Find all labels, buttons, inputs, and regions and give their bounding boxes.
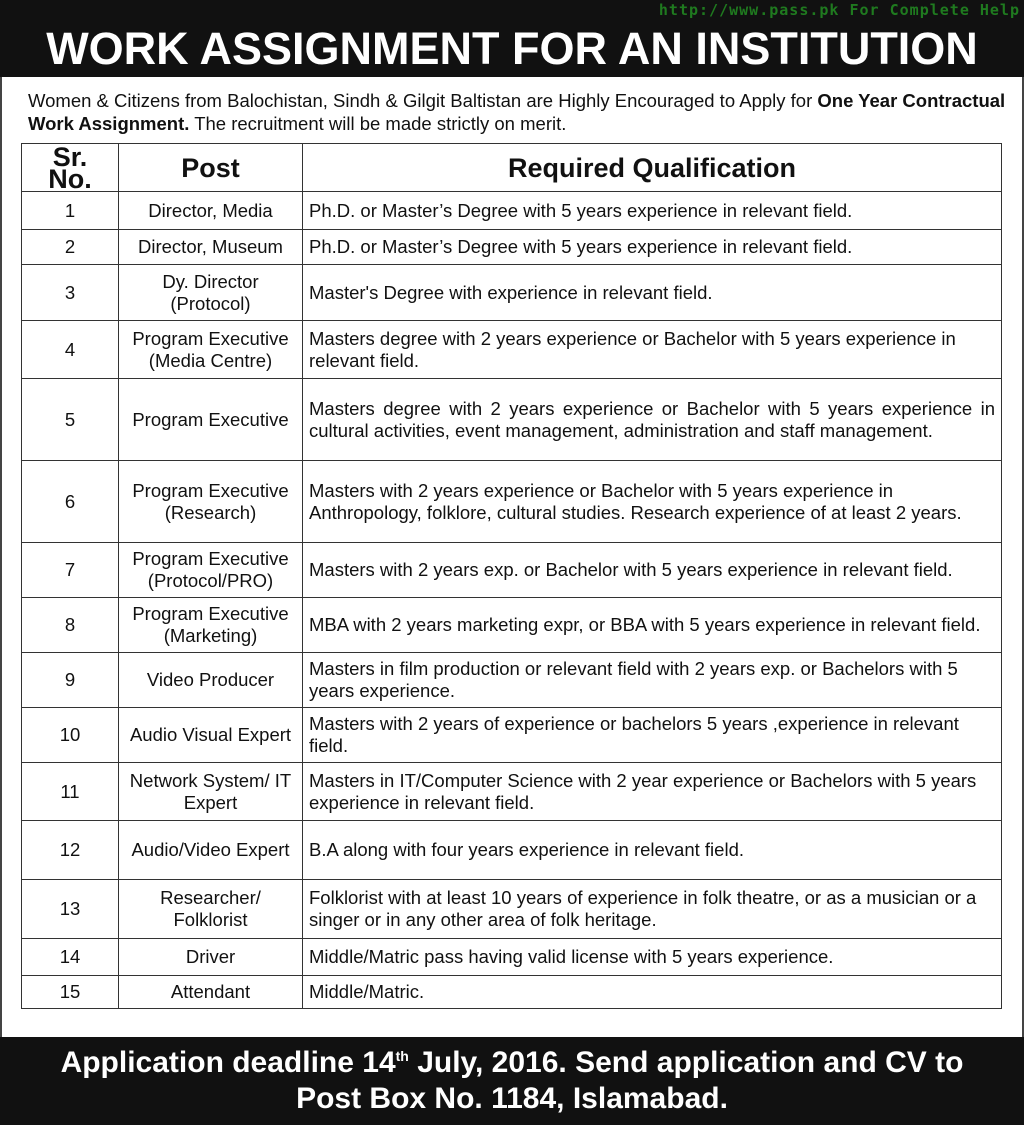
qualification-cell: Masters in film production or relevant field with 2 years exp. or Bachelors with 5 years experience.: [303, 653, 1002, 708]
qualification-cell: Masters with 2 years experience or Bachelor with 5 years experience in Anthropology, folklore, cultural studies. Research experience of at least 2 years.: [303, 461, 1002, 543]
footer-line2: Post Box No. 1184, Islamabad.: [296, 1082, 728, 1115]
sr-cell: 11: [22, 763, 119, 821]
deadline-text-2: July, 2016. Send application and CV to: [408, 1046, 964, 1079]
post-cell: Program Executive: [119, 379, 303, 461]
table-row: [22, 379, 1002, 461]
header-qualification: Required Qualification: [303, 144, 1002, 192]
intro-part2: The recruitment will be made strictly on merit.: [189, 113, 567, 134]
post-cell: Program Executive (Marketing): [119, 598, 303, 653]
qualification-cell: Middle/Matric.: [303, 976, 1002, 1009]
qualification-cell: Master's Degree with experience in relevant field.: [303, 265, 1002, 321]
sr-cell: 15: [22, 976, 119, 1009]
sr-cell: 9: [22, 653, 119, 708]
post-cell: Director, Media: [119, 192, 303, 230]
sr-cell: 10: [22, 708, 119, 763]
sr-cell: 3: [22, 265, 119, 321]
post-cell: Video Producer: [119, 653, 303, 708]
table-row: [22, 192, 1002, 230]
intro-part1: Women & Citizens from Balochistan, Sindh & Gilgit Baltistan are Highly Encouraged to Apply for: [28, 90, 818, 111]
post-cell: Dy. Director (Protocol): [119, 265, 303, 321]
table-row: [22, 653, 1002, 708]
table-row: [22, 939, 1002, 976]
table-row: [22, 598, 1002, 653]
qualification-cell: B.A along with four years experience in relevant field.: [303, 821, 1002, 880]
table-row: [22, 543, 1002, 598]
sr-cell: 4: [22, 321, 119, 379]
qualification-cell: Masters with 2 years exp. or Bachelor with 5 years experience in relevant field.: [303, 543, 1002, 598]
watermark-link: http://www.pass.pk For Complete Help: [658, 1, 1020, 19]
intro-text: [28, 89, 1008, 135]
table-row: [22, 321, 1002, 379]
table-row: [22, 763, 1002, 821]
post-cell: Audio/Video Expert: [119, 821, 303, 880]
deadline-sup: th: [395, 1048, 409, 1064]
post-cell: Director, Museum: [119, 230, 303, 265]
qualification-cell: Middle/Matric pass having valid license with 5 years experience.: [303, 939, 1002, 976]
sr-cell: 2: [22, 230, 119, 265]
table-row: [22, 461, 1002, 543]
footer-banner: [0, 1037, 1024, 1125]
intro-bold: One Year Contractual Work Assignment.: [28, 90, 1006, 134]
qualification-cell: Masters degree with 2 years experience or Bachelor with 5 years experience in relevant field.: [303, 321, 1002, 379]
post-cell: Attendant: [119, 976, 303, 1009]
title-banner: [0, 0, 1024, 77]
post-cell: Program Executive (Research): [119, 461, 303, 543]
sr-cell: 7: [22, 543, 119, 598]
post-cell: Program Executive (Media Centre): [119, 321, 303, 379]
qualification-cell: Ph.D. or Master’s Degree with 5 years experience in relevant field.: [303, 192, 1002, 230]
qualification-cell: Masters degree with 2 years experience or Bachelor with 5 years experience in cultural activities, event management, administration and staff management.: [303, 379, 1002, 461]
sr-cell: 8: [22, 598, 119, 653]
sr-cell: 13: [22, 880, 119, 939]
table-row: [22, 230, 1002, 265]
table-row: [22, 821, 1002, 880]
table-row: [22, 708, 1002, 763]
qualification-cell: Folklorist with at least 10 years of experience in folk theatre, or as a musician or a singer or in any other area of folk heritage.: [303, 880, 1002, 939]
footer-line1: [0, 1045, 1024, 1081]
qualification-cell: Ph.D. or Master’s Degree with 5 years experience in relevant field.: [303, 230, 1002, 265]
post-cell: Network System/ IT Expert: [119, 763, 303, 821]
post-cell: Researcher/ Folklorist: [119, 880, 303, 939]
sr-cell: 12: [22, 821, 119, 880]
table-row: [22, 265, 1002, 321]
sr-cell: 1: [22, 192, 119, 230]
table-row: [22, 976, 1002, 1009]
qualification-cell: Masters in IT/Computer Science with 2 year experience or Bachelors with 5 years experience in relevant field.: [303, 763, 1002, 821]
qualification-cell: Masters with 2 years of experience or bachelors 5 years ,experience in relevant field.: [303, 708, 1002, 763]
sr-cell: 5: [22, 379, 119, 461]
qualification-cell: MBA with 2 years marketing expr, or BBA with 5 years experience in relevant field.: [303, 598, 1002, 653]
post-cell: Program Executive (Protocol/PRO): [119, 543, 303, 598]
sr-cell: 14: [22, 939, 119, 976]
header-post: Post: [119, 144, 303, 192]
header-sr: Sr. No.: [22, 144, 119, 192]
page-title: WORK ASSIGNMENT FOR AN INSTITUTION: [46, 23, 978, 74]
sr-cell: 6: [22, 461, 119, 543]
deadline-text: Application deadline 14: [60, 1046, 396, 1079]
post-cell: Driver: [119, 939, 303, 976]
table-row: [22, 880, 1002, 939]
positions-table: [21, 143, 1002, 1009]
post-cell: Audio Visual Expert: [119, 708, 303, 763]
